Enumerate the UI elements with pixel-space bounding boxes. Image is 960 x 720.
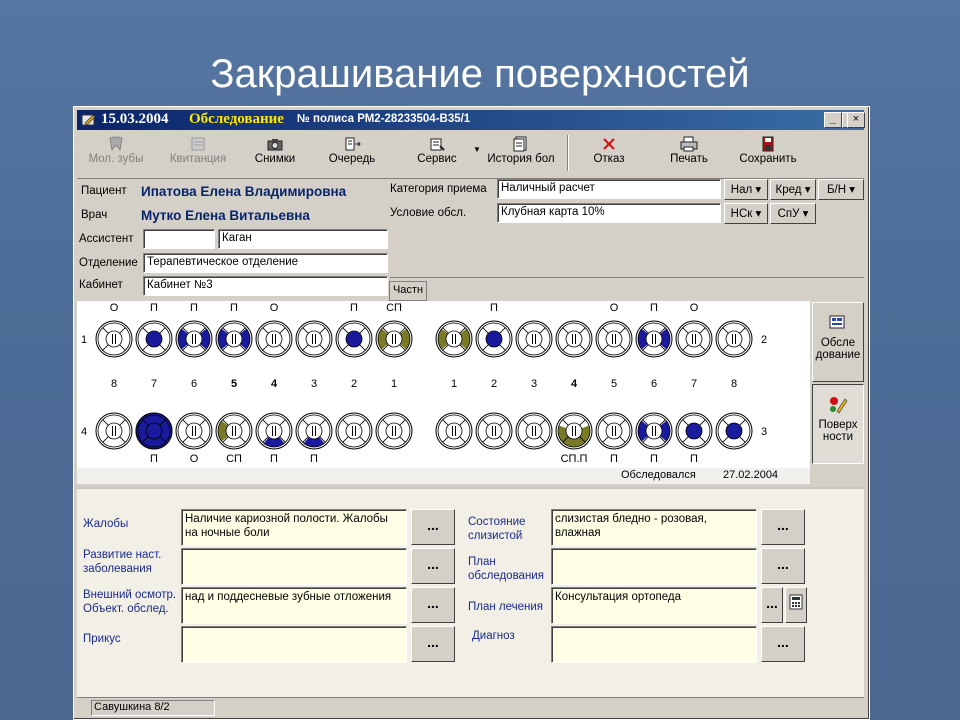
dropdown-label: Кред [775, 184, 802, 196]
tooth-lower[interactable] [296, 413, 332, 449]
tooth-lower[interactable] [336, 413, 372, 449]
toolbar-label: Мол. зубы [88, 153, 144, 165]
toolbar-label: Квитанция [169, 153, 227, 165]
toolbar-separator [567, 135, 569, 171]
bite-more-button[interactable]: ... [411, 626, 455, 662]
toolbar-print-button[interactable] [659, 133, 719, 175]
tooth-upper[interactable] [596, 321, 632, 357]
bite-label: Прикус [83, 633, 121, 645]
title-bar [77, 110, 864, 130]
chevron-down-icon: ▾ [802, 208, 809, 220]
lower-code-label: П [650, 453, 658, 465]
dropdown-label: Б/Н [826, 184, 847, 196]
lower-code-label: СП.П [560, 453, 588, 465]
tooth-lower[interactable] [96, 413, 132, 449]
tooth-upper[interactable] [436, 321, 472, 357]
tooth-lower[interactable] [136, 413, 172, 449]
lower-code-label: П [310, 453, 318, 465]
toolbar-label: Очередь [328, 153, 376, 165]
external-label: Внешний осмотр. Объект. обслед. [83, 589, 177, 615]
queue-icon [342, 136, 362, 152]
quadrant-label: 2 [760, 334, 768, 346]
exam-icon [827, 311, 849, 333]
close-button[interactable]: × [847, 112, 865, 128]
tooth-upper[interactable] [136, 321, 172, 357]
quadrant-label: 3 [760, 426, 768, 438]
department-field[interactable]: Терапевтическое отделение [143, 253, 388, 273]
tooth-upper[interactable] [476, 321, 512, 357]
patient-label: Пациент [81, 185, 127, 197]
tooth-lower[interactable] [556, 413, 592, 449]
patient-name: Ипатова Елена Владимировна [141, 184, 347, 199]
tooth-number-label: 4 [270, 378, 278, 390]
dropdown-label: Нал [730, 184, 753, 196]
toolbar-queue-button[interactable] [322, 133, 382, 175]
diagnosis-more-button[interactable]: ... [761, 626, 805, 662]
tooth-upper[interactable] [296, 321, 332, 357]
exam-plan-field[interactable] [551, 548, 757, 585]
tooth-upper[interactable] [516, 321, 552, 357]
surface-paint-icon [827, 393, 849, 415]
upper-code-label: О [109, 302, 119, 314]
condition-field[interactable]: Клубная карта 10% [497, 203, 721, 223]
mucosa-more-button[interactable]: ... [761, 509, 805, 545]
cabinet-field[interactable]: Кабинет №3 [143, 276, 388, 296]
camera-icon [265, 136, 285, 152]
tooth-lower[interactable] [176, 413, 212, 449]
tooth-number-label: 6 [190, 378, 198, 390]
dropdown-label: СпУ [777, 208, 800, 220]
exam-plan-label: План обследования [468, 556, 544, 582]
tooth-number-label: 5 [230, 378, 238, 390]
assistant-name-field[interactable]: Каган [218, 229, 388, 249]
mucosa-label: Состояние слизистой [468, 516, 526, 542]
tooth-upper[interactable] [176, 321, 212, 357]
side-button-label: Обсле дование [815, 337, 861, 361]
cash-dropdown[interactable] [724, 179, 768, 200]
window-mode: Обследование [189, 111, 284, 127]
quadrant-label: 1 [80, 334, 88, 346]
bite-field[interactable] [181, 626, 407, 663]
cancel-x-icon [599, 136, 619, 152]
toolbar-history-button[interactable] [485, 133, 557, 175]
upper-code-label: О [269, 302, 279, 314]
history-icon [511, 136, 531, 152]
lower-code-label: П [270, 453, 278, 465]
upper-code-label: СП [386, 302, 402, 314]
upper-code-label: П [490, 302, 498, 314]
tooth-upper[interactable] [376, 321, 412, 357]
upper-code-label: О [689, 302, 699, 314]
tooth-lower[interactable] [596, 413, 632, 449]
status-bar [77, 697, 864, 716]
tooth-lower[interactable] [436, 413, 472, 449]
tooth-number-label: 4 [570, 378, 578, 390]
history-label: Развитие наст. заболевания [83, 549, 162, 575]
chevron-down-icon: ▾ [804, 184, 811, 196]
tooth-lower[interactable] [376, 413, 412, 449]
exam-form [77, 487, 864, 697]
lower-code-label: П [150, 453, 158, 465]
upper-code-label: П [190, 302, 198, 314]
condition-label: Условие обсл. [390, 207, 467, 219]
tooth-lower[interactable] [716, 413, 752, 449]
treatment-more-button[interactable]: ... [761, 587, 783, 623]
tooth-icon [106, 136, 126, 152]
tooth-lower[interactable] [216, 413, 252, 449]
credit-dropdown[interactable] [770, 179, 816, 200]
side-button-surfaces[interactable] [812, 384, 864, 464]
history-more-button[interactable]: ... [411, 548, 455, 584]
dropdown-label: НСк [730, 208, 753, 220]
tooth-number-label: 3 [310, 378, 318, 390]
upper-code-label: О [609, 302, 619, 314]
toolbar-images-button[interactable] [245, 133, 305, 175]
service-dropdown-arrow-icon[interactable]: ▼ [473, 145, 481, 154]
doctor-label: Врач [81, 209, 108, 221]
tooth-number-label: 8 [730, 378, 738, 390]
assistant-label: Ассистент [79, 233, 134, 245]
lower-code-label: О [189, 453, 199, 465]
info-divider [390, 277, 864, 278]
toolbar-label: История бол [487, 153, 555, 165]
quadrant-label: 4 [80, 426, 88, 438]
dental-chart [77, 301, 810, 468]
save-icon [758, 136, 778, 152]
tooth-upper[interactable] [256, 321, 292, 357]
toolbar-label: Сохранить [739, 153, 797, 165]
tooth-upper[interactable] [336, 321, 372, 357]
tooth-upper[interactable] [636, 321, 672, 357]
tooth-number-label: 5 [610, 378, 618, 390]
side-button-exam[interactable] [812, 302, 864, 382]
toolbar-save-button[interactable] [733, 133, 803, 175]
tooth-number-label: 7 [690, 378, 698, 390]
slide-title: Закрашивание поверхностей [210, 52, 750, 96]
tooth-lower[interactable] [476, 413, 512, 449]
window-date: 15.03.2004 [101, 111, 169, 127]
tooth-upper[interactable] [716, 321, 752, 357]
toolbar-label: Отказ [593, 153, 625, 165]
minimize-button[interactable]: _ [824, 112, 842, 128]
toolbar-label: Снимки [254, 153, 296, 165]
doctor-name: Мутко Елена Витальевна [141, 208, 310, 223]
app-window [73, 106, 870, 720]
tooth-lower[interactable] [676, 413, 712, 449]
tooth-number-label: 2 [350, 378, 358, 390]
complaints-more-button[interactable]: ... [411, 509, 455, 545]
nsk-dropdown[interactable] [724, 203, 768, 224]
cabinet-label: Кабинет [79, 279, 123, 291]
tooth-number-label: 2 [490, 378, 498, 390]
treatment-field[interactable]: Консультация ортопеда [551, 587, 757, 624]
tooth-lower[interactable] [516, 413, 552, 449]
tooth-upper[interactable] [556, 321, 592, 357]
upper-code-label: П [230, 302, 238, 314]
chevron-down-icon: ▾ [755, 184, 762, 196]
mucosa-field[interactable]: слизистая бледно - розовая, влажная [551, 509, 757, 546]
external-more-button[interactable]: ... [411, 587, 455, 623]
chevron-down-icon: ▾ [755, 208, 762, 220]
app-icon [81, 112, 97, 128]
tooth-number-label: 1 [390, 378, 398, 390]
toolbar-mol-teeth-button[interactable] [83, 133, 149, 175]
lower-code-label: П [610, 453, 618, 465]
tooth-number-label: 6 [650, 378, 658, 390]
tooth-upper[interactable] [216, 321, 252, 357]
department-label: Отделение [79, 257, 138, 269]
category-label: Категория приема [390, 183, 487, 195]
examined-date: 27.02.2004 [723, 469, 779, 481]
tooth-lower[interactable] [636, 413, 672, 449]
printer-icon [679, 136, 699, 152]
tooth-upper[interactable] [96, 321, 132, 357]
lower-code-label: П [690, 453, 698, 465]
tooth-number-label: 3 [530, 378, 538, 390]
external-field[interactable]: над и поддесневые зубные отложения [181, 587, 407, 624]
upper-code-label: П [650, 302, 658, 314]
treatment-calculator-button[interactable] [785, 587, 807, 623]
spu-dropdown[interactable] [770, 203, 816, 224]
chart-footer [77, 468, 810, 484]
tooth-number-label: 1 [450, 378, 458, 390]
diagnosis-field[interactable] [551, 626, 757, 663]
calculator-icon [789, 594, 803, 610]
treatment-label: План лечения [468, 601, 544, 613]
lower-code-label: СП [226, 453, 242, 465]
history-field[interactable] [181, 548, 407, 585]
tooth-upper[interactable] [676, 321, 712, 357]
cashless-dropdown[interactable] [818, 179, 864, 200]
tooth-number-label: 8 [110, 378, 118, 390]
diagnosis-label: Диагноз [472, 630, 515, 642]
toolbar-service-button[interactable] [405, 133, 469, 175]
complaints-label: Жалобы [83, 518, 129, 530]
category-field[interactable]: Наличный расчет [497, 179, 721, 199]
dental-chart-svg [77, 301, 810, 468]
toolbar-label: Сервис [417, 153, 457, 165]
chevron-down-icon: ▾ [849, 184, 856, 196]
examined-label: Обследовался [621, 469, 696, 481]
toolbar-receipt-button[interactable] [165, 133, 231, 175]
toolbar-label: Печать [670, 153, 708, 165]
window-policy: № полиса РМ2-28233504-В35/1 [297, 113, 471, 125]
toolbar-cancel-button[interactable] [579, 133, 639, 175]
status-user: Савушкина 8/2 [91, 700, 215, 716]
side-button-label: Поверх ности [818, 419, 858, 443]
toolbar [77, 131, 864, 176]
service-icon [427, 136, 447, 152]
upper-code-label: П [350, 302, 358, 314]
upper-code-label: П [150, 302, 158, 314]
receipt-icon [188, 136, 208, 152]
complaints-field[interactable]: Наличие кариозной полости. Жалобы на ночные боли [181, 509, 407, 546]
assistant-code-field[interactable] [143, 229, 215, 249]
exam-plan-more-button[interactable]: ... [761, 548, 805, 584]
tooth-number-label: 7 [150, 378, 158, 390]
tab-private[interactable]: Частн [389, 281, 427, 301]
tooth-lower[interactable] [256, 413, 292, 449]
